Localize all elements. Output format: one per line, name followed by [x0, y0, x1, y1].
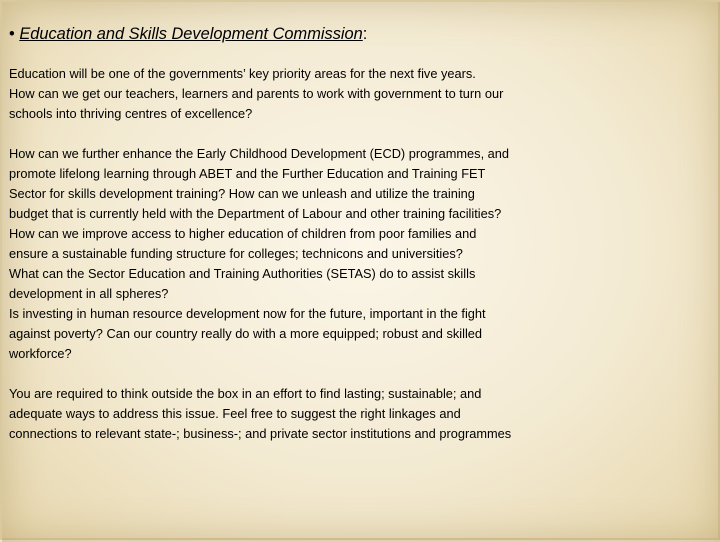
- paragraph-line: How can we improve access to higher education of children from poor families and: [9, 226, 477, 241]
- paragraph-line: ensure a sustainable funding structure for colleges; technicons and universities?: [9, 246, 463, 261]
- paragraph-line: workforce?: [9, 346, 72, 361]
- paragraph-line: promote lifelong learning through ABET and the Further Education and Training FET: [9, 166, 486, 181]
- paragraph-line: against poverty? Can our country really do with a more equipped; robust and skilled: [9, 326, 483, 341]
- paragraph-line: Education will be one of the governments’ key priority areas for the next five years.: [9, 66, 476, 81]
- paragraph-priority: [9, 64, 720, 124]
- paragraph-line: How can we get our teachers, learners and parents to work with government to turn our: [9, 86, 504, 101]
- heading-colon: :: [362, 25, 368, 43]
- paragraph-line: adequate ways to address this issue. Feel free to suggest the right linkages and: [9, 406, 461, 421]
- paragraph-line: Is investing in human resource development now for the future, important in the fight: [9, 306, 486, 321]
- heading-text: Education and Skills Development Commission: [19, 25, 363, 43]
- paragraph-line: development in all spheres?: [9, 286, 169, 301]
- paragraph-line: How can we further enhance the Early Childhood Development (ECD) programmes, and: [9, 146, 510, 161]
- paragraph-line: What can the Sector Education and Training Authorities (SETAS) do to assist skills: [9, 266, 476, 281]
- paragraph-line: schools into thriving centres of excellence?: [9, 106, 253, 121]
- paragraph-questions: [9, 144, 720, 364]
- paragraph-line: Sector for skills development training? How can we unleash and utilize the training: [9, 186, 475, 201]
- paragraph-line: connections to relevant state-; business-; and private sector institutions and programmes: [9, 426, 512, 441]
- paragraph-instructions: [9, 384, 720, 444]
- slide-heading: [9, 24, 720, 44]
- heading-bullet: •: [9, 25, 15, 43]
- paragraph-line: budget that is currently held with the Department of Labour and other training facilities?: [9, 206, 502, 221]
- paragraph-line: You are required to think outside the box in an effort to find lasting; sustainable; and: [9, 386, 482, 401]
- slide-content: [9, 24, 720, 464]
